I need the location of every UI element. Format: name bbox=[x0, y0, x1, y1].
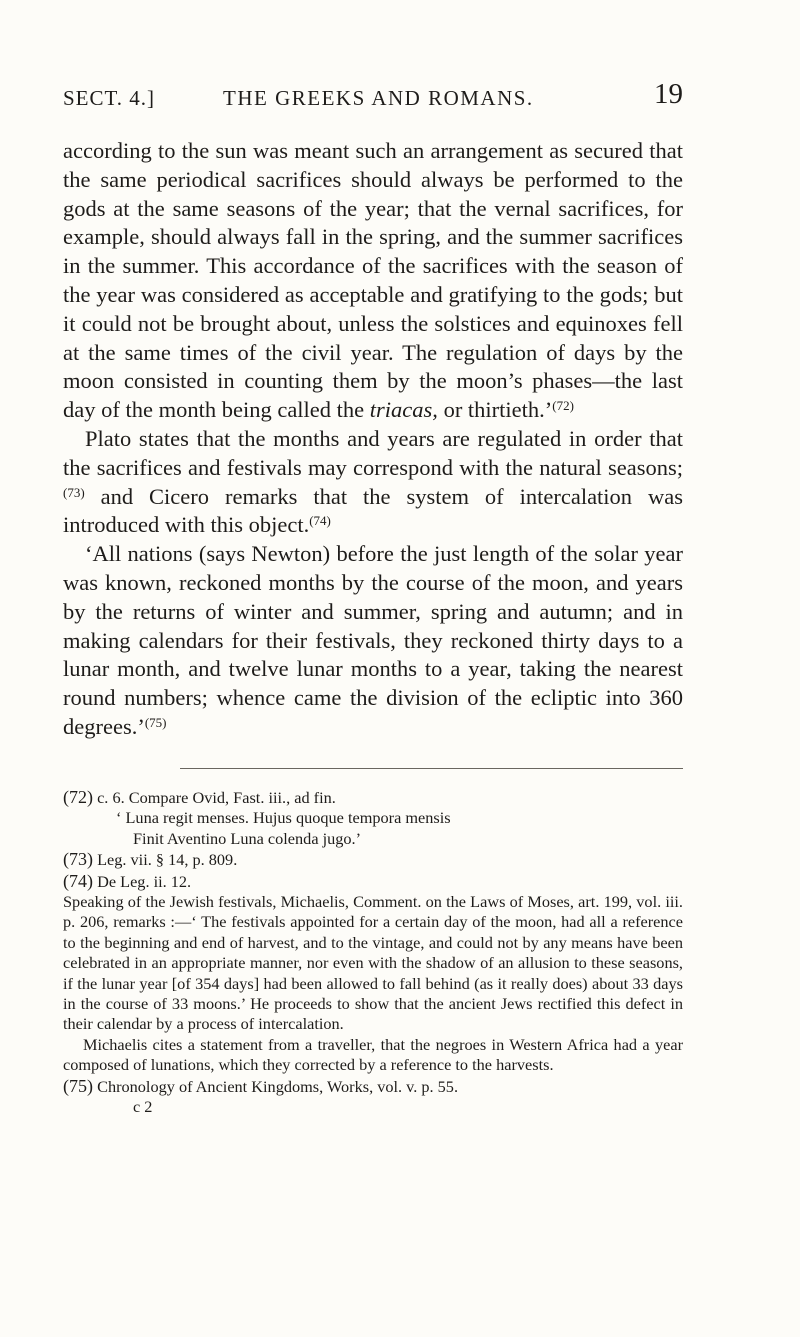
paragraph-2-end: and Cicero remarks that the system of intercalation was introduced with this object. bbox=[63, 483, 683, 538]
header-title: THE GREEKS AND ROMANS. bbox=[223, 86, 534, 110]
footnote-73 bbox=[63, 849, 683, 870]
footnote-72-quote-line-1: ‘ Luna regit menses. Hujus quoque tempora mensis bbox=[116, 808, 451, 828]
footnote-72 bbox=[63, 787, 683, 808]
footnote-75-number: (75) bbox=[63, 1075, 93, 1096]
footnote-ref-74[interactable]: (74) bbox=[309, 513, 331, 529]
footnote-75-text: Chronology of Ancient Kingdoms, Works, vol. v. p. 55. bbox=[97, 1076, 459, 1096]
footnote-74-text: De Leg. ii. 12. bbox=[97, 871, 192, 891]
footnote-ref-75[interactable]: (75) bbox=[144, 714, 167, 730]
paragraph-2-text: Plato states that the months and years are regulated in order that the sacrifices and festivals may correspond with the natural seasons; bbox=[63, 425, 683, 480]
footnote-74-paragraph-1: Speaking of the Jewish festivals, Michaelis, Comment. on the Laws of Moses, art. 199, vol. iii. p. 206, remarks :—‘ The festivals appointed for a certain day of the moon, had all a reference to the beginning and end of harvest, and to the vintage, and could not by any means have been celebrated in an appropriate manner, nor even with the shadow of an allusion to these seasons, if the lunar year [of 354 days] had been allowed to fall behind (as it really does) about 33 days in the course of 33 moons.’ He proceeds to show that the ancient Jews rectified this defect in their calendar by a process of intercalation. bbox=[63, 892, 683, 1034]
footnote-divider bbox=[180, 768, 683, 769]
paragraph-3-text: ‘All nations (says Newton) before the just length of the solar year was known, reckoned months by the course of the moon, and years by the returns of winter and summer, spring and autumn; and in making calendars for their festivals, they reckoned thirty days to a lunar month, and twelve lunar months to a year, taking the nearest round numbers; whence came the division of the ecliptic into 360 degrees.’ bbox=[63, 541, 683, 739]
paragraph-1-text: according to the sun was meant such an arrangement as secured that the same periodical sacrifices should always be performed to the gods at the same seasons of the year; that the vernal sacrifices, for example, should always fall in the spring, and the summer sacrifices in the summer. This accordance of the sacrifices with the season of the year was considered as acceptable and gratifying to the gods; but it could not be brought about, unless the solstices and equinoxes fell at the same times of the civil year. The regulation of days by the moon consisted in counting them by the moon’s phases—the last day of the month being called the bbox=[63, 138, 683, 423]
page-number: 19 bbox=[654, 78, 683, 110]
footnotes bbox=[63, 787, 683, 1118]
paragraph-1 bbox=[63, 137, 683, 425]
header-section: SECT. 4.] bbox=[63, 86, 156, 110]
footnote-74-number: (74) bbox=[63, 870, 93, 891]
footnote-74-paragraph-2: Michaelis cites a statement from a traveller, that the negroes in Western Africa had a year composed of lunations, which they corrected by a reference to the harvests. bbox=[63, 1034, 683, 1075]
footnote-74 bbox=[63, 871, 683, 892]
footnote-75 bbox=[63, 1076, 683, 1097]
footnote-72-quote-line-2: Finit Aventino Luna colenda jugo.’ bbox=[133, 828, 362, 848]
paragraph-2 bbox=[63, 425, 683, 540]
running-header bbox=[63, 78, 683, 118]
footnote-73-number: (73) bbox=[63, 849, 93, 870]
footnote-ref-73[interactable]: (73) bbox=[63, 484, 85, 500]
footnote-73-text: Leg. vii. § 14, p. 809. bbox=[97, 850, 238, 870]
footnote-72-text: c. 6. Compare Ovid, Fast. iii., ad fin. bbox=[97, 788, 336, 807]
paragraph-1-end: or thirtieth.’ bbox=[437, 397, 553, 423]
signature-mark: c 2 bbox=[133, 1097, 153, 1117]
main-text bbox=[63, 137, 683, 742]
footnote-ref-72[interactable]: (72) bbox=[552, 398, 574, 414]
footnote-72-number: (72) bbox=[63, 787, 93, 807]
italic-word-triacas: triacas, bbox=[369, 397, 438, 423]
paragraph-3 bbox=[63, 540, 683, 742]
